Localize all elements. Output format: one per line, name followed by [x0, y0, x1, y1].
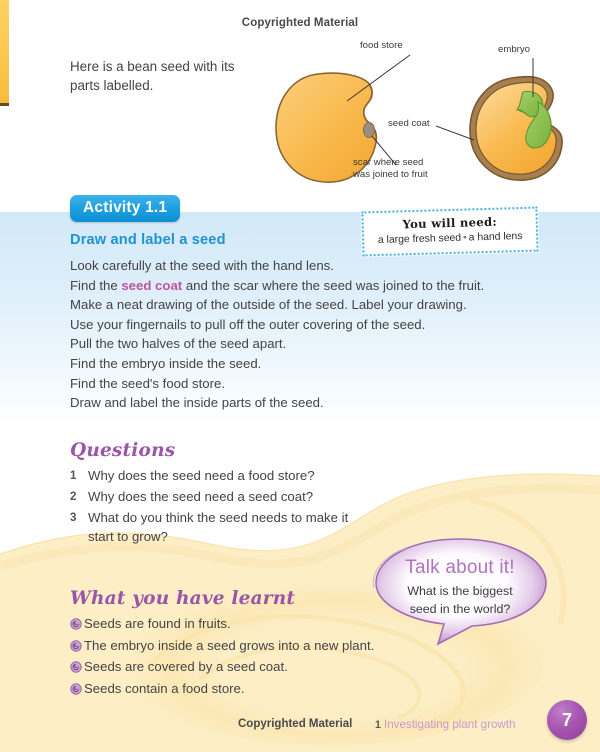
label-embryo: embryo: [498, 44, 530, 55]
chapter-title: Investigating plant growth: [384, 718, 516, 731]
question-item: [70, 508, 370, 548]
scar-mark: [364, 123, 375, 138]
learnt-text: Seeds are covered by a seed coat.: [84, 659, 288, 674]
label-scar-line1: scar where seed: [353, 157, 424, 168]
label-seed-coat: seed coat: [388, 118, 430, 129]
bubble-heading: Talk about it!: [405, 557, 515, 578]
activity-badge: Activity 1.1: [70, 195, 180, 222]
activity-step: Make a neat drawing of the outside of the seed. Label your drawing.: [70, 297, 467, 313]
need-item-2: a hand lens: [468, 230, 523, 244]
need-item-1: a large fresh seed: [377, 232, 462, 247]
activity-steps: [70, 256, 540, 413]
need-separator: •: [462, 232, 467, 244]
swirl-bullet-icon: [70, 656, 84, 678]
you-will-need-items: [364, 231, 536, 247]
talk-about-it-bubble: [368, 536, 552, 646]
bean-seed-inside: [470, 77, 562, 180]
page-number: 7: [561, 710, 572, 730]
questions-title: Questions: [70, 440, 176, 461]
you-will-need-box: [361, 207, 538, 257]
activity-step: Find the embryo inside the seed.: [70, 355, 262, 371]
page-number-badge: [547, 700, 587, 740]
question-text: What do you think the seed needs to make it start to grow?: [88, 509, 349, 545]
label-scar: [353, 157, 428, 181]
swirl-bullet-icon: [70, 635, 84, 657]
learnt-title: What you have learnt: [70, 588, 296, 609]
leader-seed-coat: [436, 126, 474, 140]
bubble-line-1: What is the biggest: [407, 584, 513, 598]
activity-step: Draw and label the inside parts of the seed.: [70, 395, 324, 411]
learnt-text: Seeds contain a food store.: [84, 680, 245, 696]
side-tab: [0, 0, 9, 106]
question-text: Why does the seed need a food store?: [88, 468, 315, 483]
activity-step: Pull the two halves of the seed apart.: [70, 336, 287, 352]
question-number: 2: [70, 490, 77, 503]
seed-coat-highlight: seed coat: [121, 277, 183, 293]
copyright-bottom: Copyrighted Material: [238, 718, 353, 730]
bubble-line-2: seed in the world?: [409, 602, 511, 616]
learnt-text: Seeds are found in fruits.: [84, 616, 231, 631]
chapter-number: 1: [375, 719, 381, 731]
questions-list: [70, 466, 370, 547]
swirl-bullet-icon: [70, 613, 84, 635]
you-will-need-title: You will need:: [402, 214, 498, 232]
label-scar-line2: was joined to fruit: [353, 168, 428, 180]
activity-subtitle: Draw and label a seed: [70, 232, 226, 248]
label-food-store: food store: [360, 40, 403, 51]
learnt-text: The embryo inside a seed grows into a new plant.: [84, 637, 375, 653]
question-item: [70, 466, 370, 487]
activity-step: Find the seed's food store.: [70, 375, 225, 391]
seed-diagram: [250, 30, 600, 190]
question-item: [70, 487, 370, 508]
intro-text: Here is a bean seed with its parts labelled.: [70, 59, 235, 94]
learnt-item: [70, 656, 470, 678]
activity-step: Look carefully at the seed with the hand lens.: [70, 258, 334, 273]
swirl-bullet-icon: [70, 678, 84, 700]
question-number: 3: [70, 511, 77, 524]
activity-step: Find the seed coat and the scar where the seed was joined to the fruit.: [70, 277, 485, 293]
question-text: Why does the seed need a seed coat?: [88, 488, 314, 504]
learnt-item: [70, 678, 470, 700]
question-number: 1: [70, 470, 77, 482]
copyright-top: Copyrighted Material: [241, 17, 359, 29]
activity-step: Use your fingernails to pull off the outer covering of the seed.: [70, 316, 426, 332]
bubble-text: [368, 582, 552, 618]
